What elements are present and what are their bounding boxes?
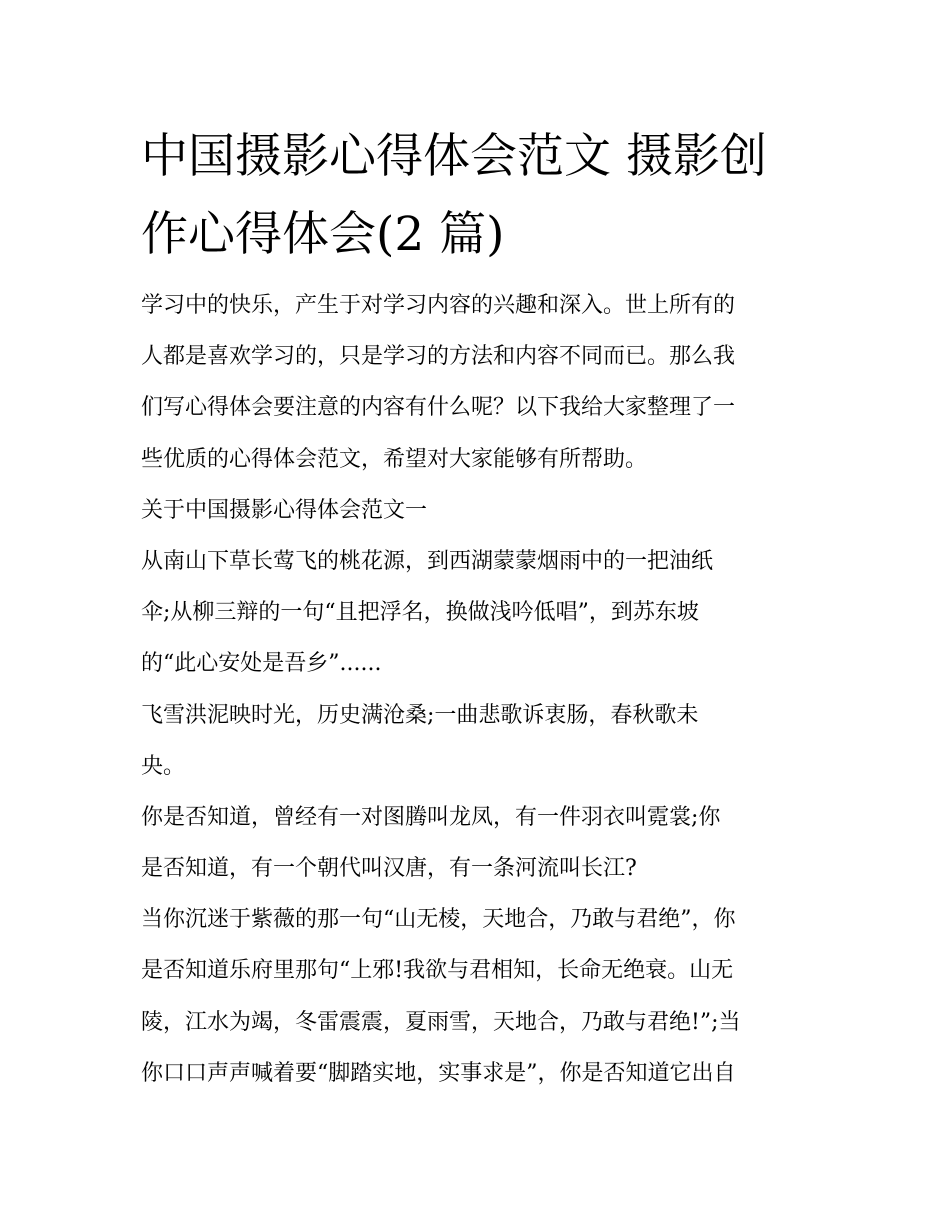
body-line: 学习中的快乐，产生于对学习内容的兴趣和深入。世上所有的 bbox=[141, 293, 736, 318]
body-line: 你口口声声喊着要“脚踏实地，实事求是”，你是否知道它出自 bbox=[141, 1060, 736, 1086]
body-line: 伞;从柳三辩的一句“且把浮名，换做浅吟低唱”，到苏东坡 bbox=[141, 600, 699, 626]
document-page bbox=[141, 118, 813, 1099]
body-line: 是否知道，有一个朝代叫汉唐，有一条河流叫长江? bbox=[141, 856, 637, 882]
body-line: 的“此心安处是吾乡”...... bbox=[141, 651, 382, 677]
body-line: 些优质的心得体会范文，希望对大家能够有所帮助。 bbox=[141, 446, 648, 472]
body-line: 央。 bbox=[141, 753, 186, 779]
document-title bbox=[141, 118, 813, 274]
body-line: 从南山下草长莺飞的桃花源，到西湖蒙蒙烟雨中的一把油纸 bbox=[141, 548, 714, 574]
body-line: 人都是喜欢学习的，只是学习的方法和内容不同而已。那么我 bbox=[141, 344, 736, 370]
body-line: 当你沉迷于紫薇的那一句“山无棱，天地合，乃敢与君绝”，你 bbox=[141, 907, 736, 933]
document-body bbox=[141, 280, 813, 1099]
title-line-1: 中国摄影心得体会范文 摄影创 bbox=[141, 129, 767, 184]
body-line: 们写心得体会要注意的内容有什么呢？以下我给大家整理了一 bbox=[141, 395, 736, 421]
body-line: 飞雪洪泥映时光，历史满沧桑;一曲悲歌诉衷肠，春秋歌未 bbox=[141, 702, 699, 728]
body-line: 是否知道乐府里那句“上邪!我欲与君相知，长命无绝衰。山无 bbox=[141, 958, 734, 984]
body-line: 陵，江水为竭，冬雷震震，夏雨雪，天地合，乃敢与君绝!”;当 bbox=[141, 1009, 741, 1035]
title-line-2: 作心得体会(2 篇) bbox=[141, 207, 505, 262]
body-line: 你是否知道，曾经有一对图腾叫龙凤，有一件羽衣叫霓裳;你 bbox=[141, 804, 721, 830]
section-heading: 关于中国摄影心得体会范文一 bbox=[141, 497, 428, 523]
